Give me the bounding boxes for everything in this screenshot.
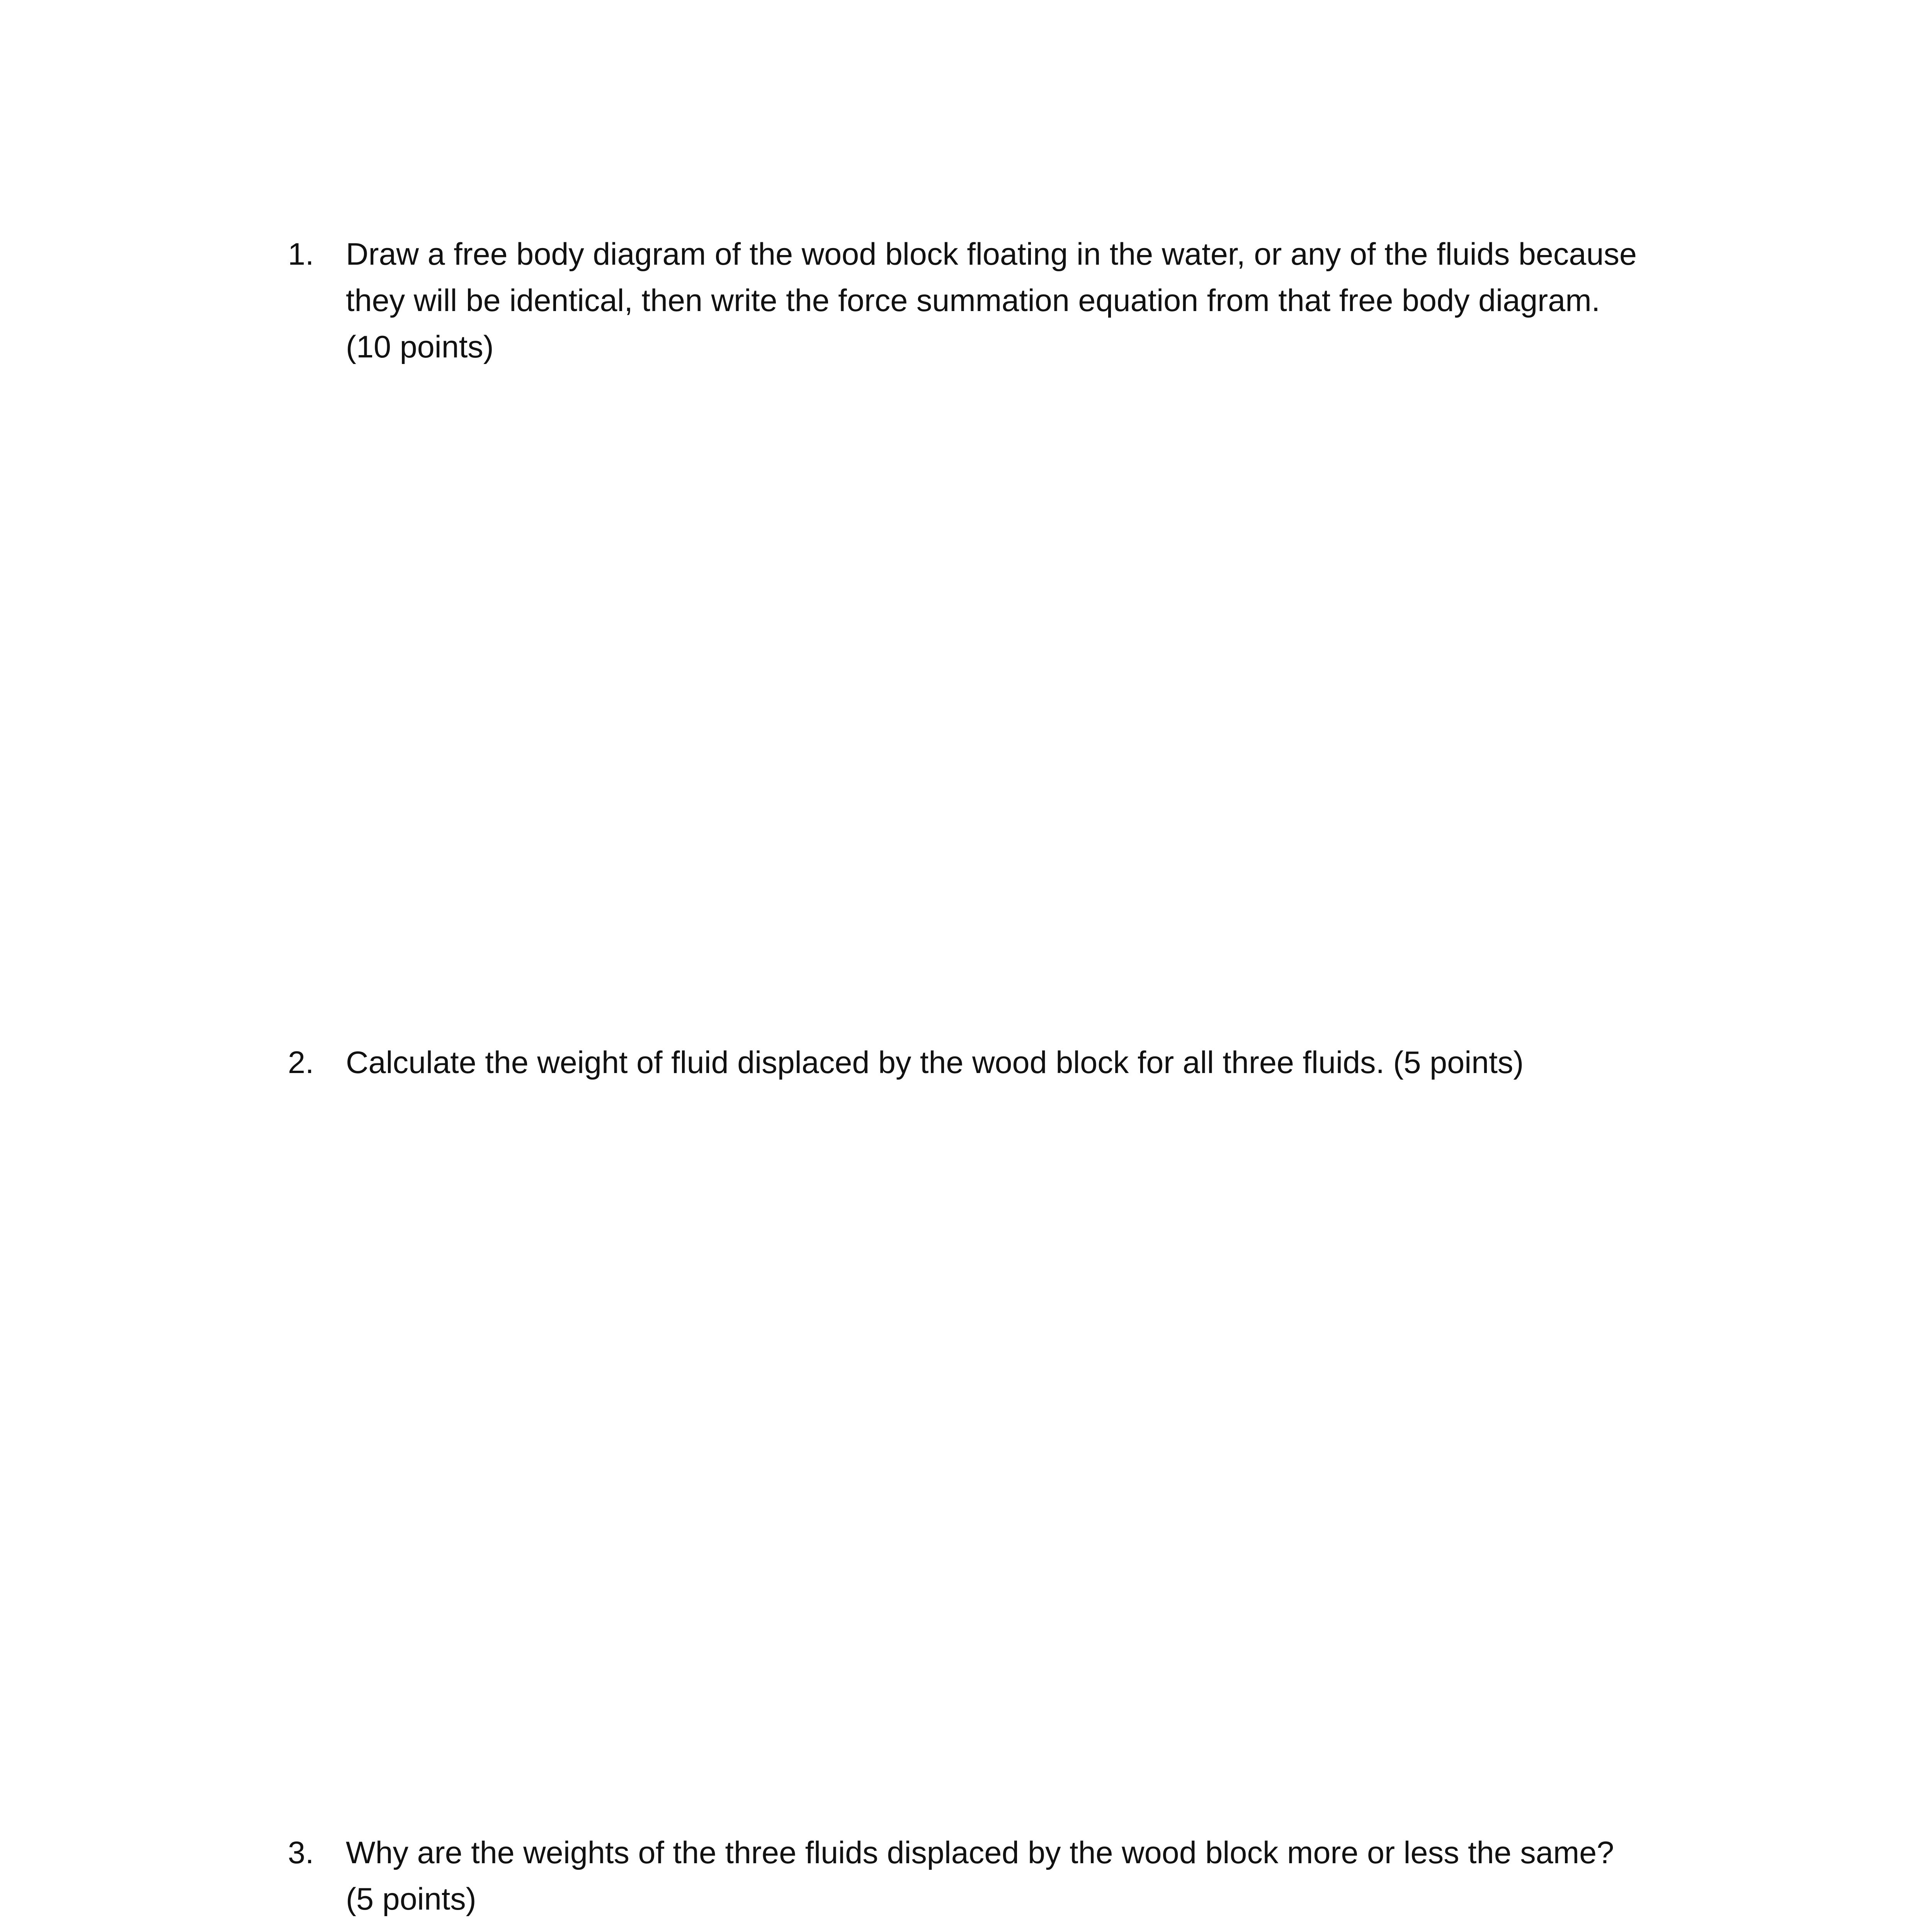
question-text bbox=[346, 1039, 1718, 1086]
question-text-line: Draw a free body diagram of the wood block floating in the water, or any of the fluids because bbox=[346, 237, 1637, 272]
question-text-line: (10 points) bbox=[346, 330, 494, 364]
question-number: 1. bbox=[288, 237, 314, 272]
question-3 bbox=[288, 1830, 1718, 1922]
question-text-line: Calculate the weight of fluid displaced by the wood block for all three fluids. (5 points) bbox=[346, 1045, 1524, 1080]
question-number: 3. bbox=[288, 1835, 314, 1870]
question-text-line: they will be identical, then write the force summation equation from that free body diagram. bbox=[346, 283, 1600, 318]
question-text-line: Why are the weights of the three fluids displaced by the wood block more or less the same? bbox=[346, 1835, 1614, 1870]
question-number: 2. bbox=[288, 1045, 314, 1080]
question-text bbox=[346, 1830, 1718, 1922]
question-text-line: (5 points) bbox=[346, 1882, 476, 1917]
question-2 bbox=[288, 1039, 1718, 1086]
question-text bbox=[346, 231, 1718, 370]
question-1 bbox=[288, 231, 1718, 370]
